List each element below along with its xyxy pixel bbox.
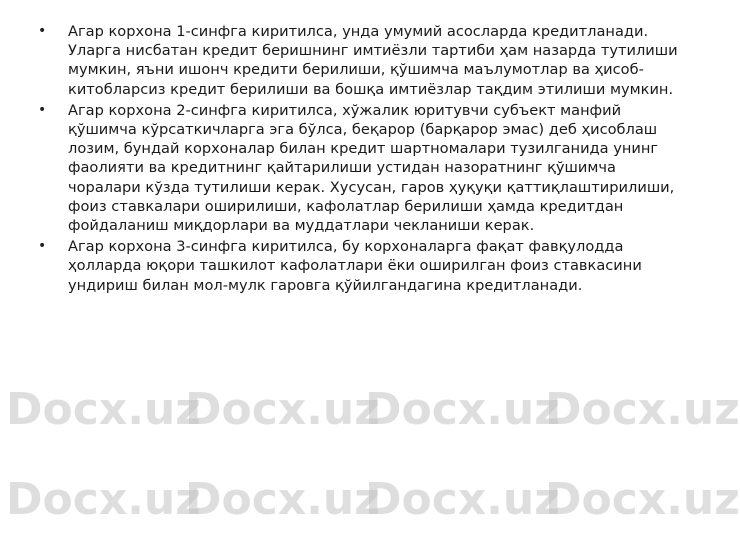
watermark: Docx.uz [365,384,560,435]
bullet-text: Агар корхона 1-синфга киритилса, унда умумий асосларда кредитланади. Уларга нисбатан кредит беришнинг имтиёзли тартиби ҳам назарда тутилиши мумкин, яъни ишонч кредити берилиши, қўшимча маълумотлар ва ҳисоб-китобларсиз кредит берилиши ва бошқа имтиёзлар тақдим этилиши мумкин. [68,23,678,98]
bullet-list [38,22,678,297]
watermark: Docx.uz [545,384,740,435]
bullet-item-2 [38,101,678,235]
bullet-marker: • [38,238,47,255]
watermark: Docx.uz [6,384,201,435]
bullet-item-3 [38,237,678,295]
watermark: Docx.uz [6,474,201,525]
bullet-marker: • [38,101,47,118]
bullet-text: Агар корхона 2-синфга киритилса, хўжалик юритувчи субъект манфий қўшимча кўрсаткичларга эга бўлса, беқарор (барқарор эмас) деб ҳисоблаш лозим, бундай корхоналар билан кредит шартномалари тузилганида унинг фаолияти ва кредитнинг қайтарилиши устидан назоратнинг қўшимча чоралари кўзда тутилиши керак. Хусусан, гаров ҳуқуқи қаттиқлаштирилиши, фоиз ставкалари оширилиши, кафолатлар берилиши ҳамда кредитдан фойдаланиш миқдорлари ва муддатлари чекланиши керак. [68,101,675,235]
bullet-item-1 [38,22,678,99]
watermark: Docx.uz [545,474,740,525]
watermark-row [0,470,740,530]
watermark: Docx.uz [365,474,560,525]
watermark: Docx.uz [185,384,380,435]
bullet-marker: • [38,23,47,39]
bullet-text: Агар корхона 3-синфга киритилса, бу корхоналарга фақат фавқулодда ҳолларда юқори ташкилот кафолатлари ёки оширилган фоиз ставкасини ундириш билан мол-мулк гаровга қўйилгандагина кредитланади. [68,238,642,294]
watermark-row [0,380,740,440]
watermark: Docx.uz [185,474,380,525]
